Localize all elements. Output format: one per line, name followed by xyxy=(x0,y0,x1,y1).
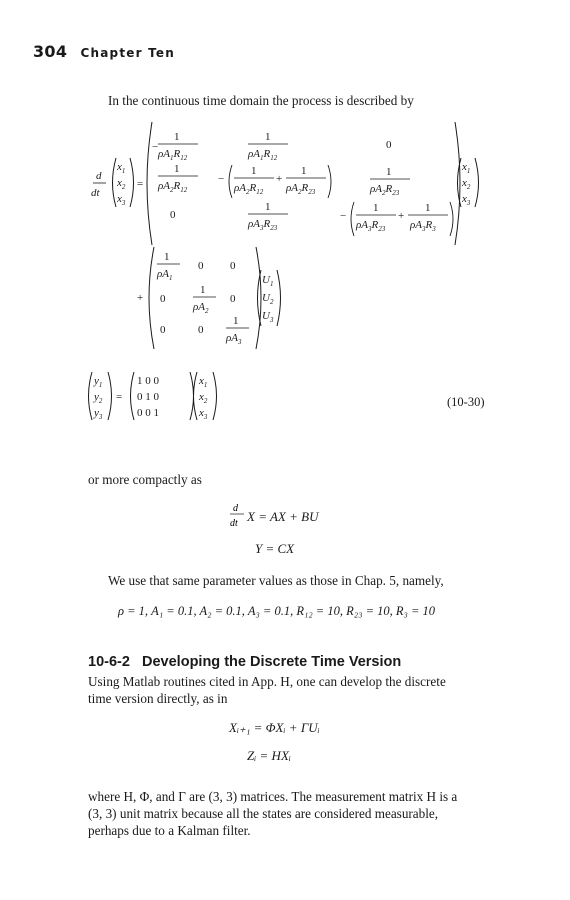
svg-text:+: + xyxy=(398,210,405,222)
svg-text:x2: $x_2$ xyxy=(199,391,208,405)
svg-text:0: 0 xyxy=(230,293,236,305)
svg-text:1: 1 xyxy=(425,202,431,214)
state-equation xyxy=(0,0,570,370)
svg-text:ρA1: $\rho A_1$ xyxy=(157,268,173,282)
svg-text:0: 0 xyxy=(160,324,166,336)
svg-text:1: 1 xyxy=(164,251,170,263)
svg-text:d: d xyxy=(96,170,102,182)
svg-text:ρA2R23: $\rho A_2R_{23}$ xyxy=(286,182,316,196)
dt-operator xyxy=(228,500,248,532)
svg-text:ρA1R12: $\rho A_1R_{12}$ xyxy=(248,148,278,162)
svg-text:0: 0 xyxy=(160,293,166,305)
svg-text:ρA3R3: $\rho A_3R_3$ xyxy=(410,219,436,233)
svg-text:dt: dt xyxy=(230,518,238,529)
svg-text:−: − xyxy=(152,141,159,153)
svg-text:=: = xyxy=(137,178,144,190)
paragraph-line: time version directly, as in xyxy=(88,691,228,706)
svg-text:1: 1 xyxy=(386,166,392,178)
svg-text:0: 0 xyxy=(198,324,204,336)
svg-text:−: − xyxy=(218,173,225,185)
paragraph-line: Using Matlab routines cited in App. H, one can develop the discrete xyxy=(88,674,446,689)
svg-text:y1: $y_1$ xyxy=(94,375,103,389)
svg-text:U1: $U_1$ xyxy=(262,274,274,288)
svg-text:1: 1 xyxy=(301,165,307,177)
svg-text:y3: $y_3$ xyxy=(94,407,103,421)
compact-output-equation: Y = CX xyxy=(255,541,295,556)
svg-text:x3: $x_3$ xyxy=(462,193,471,207)
svg-text:+: + xyxy=(137,292,144,304)
paragraph-line: where H, Φ, and Γ are (3, 3) matrices. The measurement matrix H is a xyxy=(88,789,458,804)
svg-text:ρA3R23: $\rho A_3R_{23}$ xyxy=(248,218,278,232)
svg-text:d: d xyxy=(233,503,238,514)
svg-text:U2: $U_2$ xyxy=(262,292,274,306)
section-number: 10-6-2 xyxy=(88,654,130,670)
svg-text:ρA1R12: $\rho A_1R_{12}$ xyxy=(158,148,188,162)
compact-state-equation: X = AX + BU xyxy=(247,509,319,524)
svg-text:U3: $U_3$ xyxy=(262,310,274,324)
paragraph-line: (3, 3) unit matrix because all the states are considered measurable, xyxy=(88,806,439,821)
svg-text:1: 1 xyxy=(174,163,180,175)
svg-text:1: 1 xyxy=(265,131,271,143)
svg-text:1: 1 xyxy=(200,284,206,296)
svg-text:x1: $x_1$ xyxy=(117,161,126,175)
svg-text:0: 0 xyxy=(386,139,392,151)
parameter-intro: We use that same parameter values as those in Chap. 5, namely, xyxy=(108,573,444,588)
svg-text:x1: $x_1$ xyxy=(462,161,471,175)
chapter-label: Chapter Ten xyxy=(80,46,175,60)
section-title: Developing the Discrete Time Version xyxy=(142,654,402,670)
compact-intro: or more compactly as xyxy=(88,472,202,487)
svg-text:x1: $x_1$ xyxy=(199,375,208,389)
svg-text:1 0 0: 1 0 0 xyxy=(137,375,159,387)
equation-number: (10-30) xyxy=(447,395,485,409)
svg-text:y2: $y_2$ xyxy=(94,391,103,405)
svg-text:1: 1 xyxy=(373,202,379,214)
svg-text:1: 1 xyxy=(265,201,271,213)
svg-text:x3: $x_3$ xyxy=(117,193,126,207)
svg-text:1: 1 xyxy=(251,165,257,177)
svg-text:0 1 0: 0 1 0 xyxy=(137,391,159,403)
svg-text:0: 0 xyxy=(198,260,204,272)
svg-text:−: − xyxy=(340,210,347,222)
svg-text:=: = xyxy=(116,391,123,403)
svg-text:ρA3: $\rho A_3$ xyxy=(226,332,242,346)
svg-text:ρA2R12: $\rho A_2R_{12}$ xyxy=(158,180,188,194)
svg-text:1: 1 xyxy=(233,315,239,327)
svg-text:x2: $x_2$ xyxy=(117,177,126,191)
svg-text:ρA3R23: $\rho A_3R_{23}$ xyxy=(356,219,386,233)
svg-text:0 0 1: 0 0 1 xyxy=(137,407,159,419)
paragraph-line: perhaps due to a Kalman filter. xyxy=(88,823,251,838)
intro-paragraph: In the continuous time domain the process is described by xyxy=(108,93,414,108)
svg-text:dt: dt xyxy=(91,187,100,199)
output-equation xyxy=(0,362,570,442)
parameter-values: ρ = 1, A₁ = 0.1, A₂ = 0.1, A₃ = 0.1, R₁₂ = 10, R₂₃ = 10, R₃ = 10 xyxy=(118,604,436,618)
svg-text:+: + xyxy=(276,173,283,185)
svg-text:x3: $x_3$ xyxy=(199,407,208,421)
section-heading xyxy=(88,654,401,670)
discrete-output-equation: Zᵢ = HXᵢ xyxy=(247,748,291,763)
svg-text:ρA2R12: $\rho A_2R_{12}$ xyxy=(234,182,264,196)
svg-text:ρA2: $\rho A_2$ xyxy=(193,301,209,315)
svg-text:ρA2R23: $\rho A_2R_{23}$ xyxy=(370,183,400,197)
svg-text:1: 1 xyxy=(174,131,180,143)
discrete-state-equation: Xᵢ₊₁ = ΦXᵢ + ΓUᵢ xyxy=(229,720,320,735)
page-number: 304 xyxy=(33,42,68,61)
svg-text:x2: $x_2$ xyxy=(462,177,471,191)
svg-text:0: 0 xyxy=(170,209,176,221)
svg-text:0: 0 xyxy=(230,260,236,272)
